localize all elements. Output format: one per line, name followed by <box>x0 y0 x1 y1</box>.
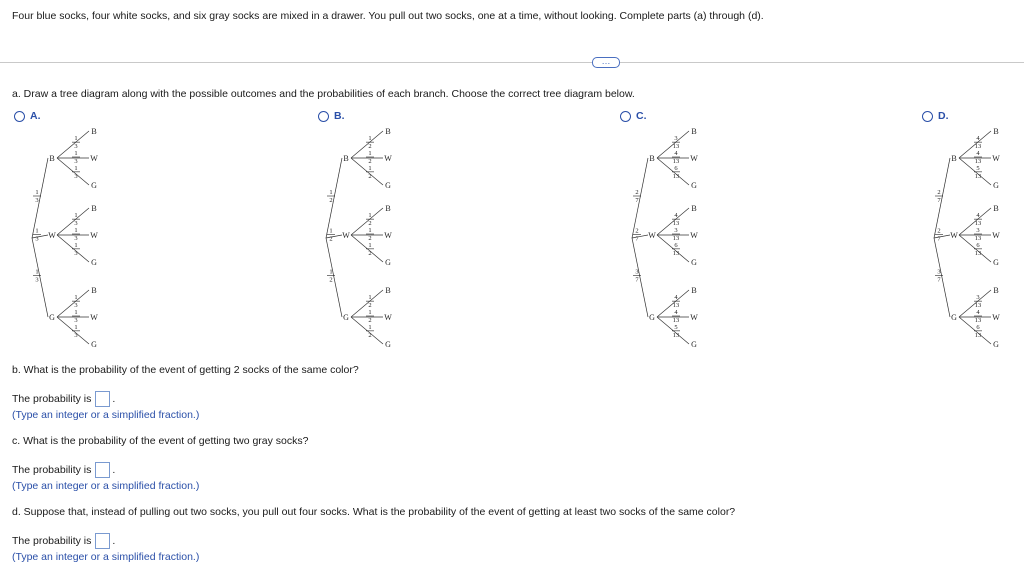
part-c-answer-label: The probability is <box>12 464 92 476</box>
svg-text:7: 7 <box>937 235 941 243</box>
svg-text:4: 4 <box>674 294 678 302</box>
tree-node-label: W <box>384 154 392 163</box>
svg-text:7: 7 <box>635 197 639 204</box>
branch-probability <box>366 309 374 324</box>
svg-text:1: 1 <box>329 189 333 196</box>
svg-text:3: 3 <box>74 302 78 310</box>
part-b-question: b. What is the probability of the event of getting 2 socks of the same color? <box>12 364 359 376</box>
svg-text:3: 3 <box>74 331 78 339</box>
tree-branch <box>351 208 383 235</box>
svg-text:13: 13 <box>672 249 680 257</box>
branch-probability <box>672 150 680 165</box>
svg-text:2: 2 <box>635 227 639 235</box>
svg-text:1: 1 <box>74 323 78 331</box>
tree-node-label: B <box>91 286 97 295</box>
svg-text:3: 3 <box>74 158 78 165</box>
tree-node-label: W <box>992 313 1000 322</box>
tree-diagram-c <box>626 120 716 360</box>
svg-text:1: 1 <box>329 227 333 235</box>
tree-node-label: G <box>91 181 97 190</box>
svg-text:2: 2 <box>368 317 372 324</box>
tree-node-label: B <box>385 127 391 136</box>
svg-text:3: 3 <box>35 276 39 284</box>
svg-text:3: 3 <box>35 235 39 243</box>
tree-diagram-b <box>320 120 410 360</box>
tree-branch <box>57 317 89 344</box>
tree-node-label: B <box>649 154 655 163</box>
branch-probability <box>72 242 80 257</box>
branch-probability <box>72 227 80 242</box>
part-d-hint: (Type an integer or a simplified fraction.) <box>12 551 200 563</box>
tree-node-label: G <box>691 258 697 267</box>
svg-text:4: 4 <box>976 212 980 220</box>
svg-text:13: 13 <box>974 331 982 339</box>
tree-diagram-c-svg <box>626 120 716 355</box>
svg-text:4: 4 <box>976 309 980 316</box>
svg-text:5: 5 <box>976 164 980 172</box>
tree-node-label: B <box>691 286 697 295</box>
tree-branch <box>351 235 383 262</box>
tree-node-label: G <box>385 181 391 190</box>
branch-probability <box>366 212 374 227</box>
part-b-answer-label: The probability is <box>12 393 92 405</box>
svg-text:1: 1 <box>74 212 78 220</box>
tree-node-label: B <box>91 204 97 213</box>
svg-text:2: 2 <box>368 302 372 310</box>
svg-text:1: 1 <box>329 268 333 276</box>
part-b-answer-row: The probability is . <box>12 393 116 405</box>
branch-probability <box>366 227 374 242</box>
svg-text:2: 2 <box>329 197 333 204</box>
svg-text:13: 13 <box>672 331 680 339</box>
svg-text:1: 1 <box>74 150 78 157</box>
svg-text:3: 3 <box>635 268 639 276</box>
expand-button[interactable]: … <box>592 57 620 68</box>
svg-text:3: 3 <box>74 172 78 180</box>
tree-branch <box>351 131 383 158</box>
svg-text:3: 3 <box>674 227 678 234</box>
branch-probability <box>72 135 80 150</box>
tree-node-label: B <box>343 154 349 163</box>
tree-node-label: G <box>993 181 999 190</box>
branch-probability <box>327 189 335 204</box>
svg-text:1: 1 <box>74 227 78 234</box>
tree-node-label: W <box>384 313 392 322</box>
svg-text:1: 1 <box>35 189 39 196</box>
svg-text:6: 6 <box>674 164 678 172</box>
branch-probability <box>672 294 680 309</box>
svg-text:4: 4 <box>674 150 678 157</box>
svg-text:13: 13 <box>974 249 982 257</box>
tree-node-label: W <box>342 231 350 240</box>
svg-text:2: 2 <box>368 172 372 180</box>
tree-node-label: G <box>343 313 349 322</box>
option-c-label: C. <box>636 110 647 122</box>
option-a-radio[interactable] <box>14 111 25 122</box>
svg-text:3: 3 <box>674 135 678 143</box>
tree-branch <box>57 235 89 262</box>
tree-node-label: B <box>49 154 55 163</box>
branch-probability <box>72 309 80 324</box>
svg-text:2: 2 <box>368 249 372 257</box>
tree-node-label: W <box>90 154 98 163</box>
tree-node-label: W <box>90 313 98 322</box>
problem-statement: Four blue socks, four white socks, and six gray socks are mixed in a drawer. You pull out two socks, one at a time, without looking. Complete parts (a) through (d). <box>12 10 764 22</box>
part-c-hint: (Type an integer or a simplified fraction.) <box>12 480 200 492</box>
tree-branch <box>57 131 89 158</box>
tree-node-label: B <box>385 286 391 295</box>
tree-node-label: B <box>993 286 999 295</box>
branch-probability <box>72 150 80 165</box>
svg-text:13: 13 <box>974 143 982 151</box>
branch-probability <box>974 309 982 324</box>
svg-text:13: 13 <box>974 317 982 324</box>
tree-node-label: G <box>993 258 999 267</box>
svg-text:1: 1 <box>368 241 372 249</box>
branch-probability <box>366 150 374 165</box>
branch-probability <box>366 135 374 150</box>
tree-node-label: G <box>91 258 97 267</box>
part-c-answer-input[interactable] <box>95 462 110 478</box>
part-d-answer-row: The probability is . <box>12 535 116 547</box>
tree-node-label: B <box>691 127 697 136</box>
tree-branch <box>57 208 89 235</box>
svg-text:3: 3 <box>937 268 941 276</box>
branch-probability <box>672 324 680 339</box>
svg-text:7: 7 <box>937 276 941 284</box>
tree-node-label: W <box>690 313 698 322</box>
svg-text:2: 2 <box>937 227 941 235</box>
svg-text:6: 6 <box>674 241 678 249</box>
svg-text:13: 13 <box>974 302 982 310</box>
tree-node-label: B <box>993 127 999 136</box>
svg-text:3: 3 <box>74 317 78 324</box>
svg-text:4: 4 <box>976 150 980 157</box>
svg-text:2: 2 <box>368 331 372 339</box>
svg-text:13: 13 <box>672 235 680 242</box>
branch-probability <box>33 228 41 243</box>
svg-text:6: 6 <box>976 323 980 331</box>
svg-text:1: 1 <box>368 323 372 331</box>
tree-branch <box>351 290 383 317</box>
branch-probability <box>33 189 41 204</box>
svg-text:1: 1 <box>368 212 372 220</box>
tree-branch <box>57 158 89 185</box>
tree-node-label: W <box>48 231 56 240</box>
option-d-label: D. <box>938 110 949 122</box>
part-b-hint: (Type an integer or a simplified fraction.) <box>12 409 200 421</box>
svg-text:1: 1 <box>35 227 39 235</box>
svg-text:1: 1 <box>368 150 372 157</box>
branch-probability <box>672 309 680 324</box>
branch-probability <box>633 228 641 243</box>
svg-text:4: 4 <box>674 212 678 220</box>
svg-text:13: 13 <box>672 220 680 228</box>
svg-text:13: 13 <box>672 158 680 165</box>
svg-text:1: 1 <box>368 135 372 143</box>
tree-node-label: G <box>385 340 391 349</box>
svg-text:1: 1 <box>368 309 372 316</box>
part-d-answer-label: The probability is <box>12 535 92 547</box>
branch-probability <box>366 165 374 180</box>
tree-node-label: G <box>649 313 655 322</box>
branch-probability <box>935 189 943 204</box>
branch-probability <box>672 135 680 150</box>
tree-diagram-d <box>928 120 1018 360</box>
svg-text:13: 13 <box>672 302 680 310</box>
tree-diagram-a <box>26 120 116 360</box>
svg-text:3: 3 <box>74 143 78 151</box>
part-d-question: d. Suppose that, instead of pulling out two socks, you pull out four socks. What is the probability of the event of getting at least two socks of the same color? <box>12 506 736 518</box>
branch-probability <box>974 242 982 257</box>
svg-text:3: 3 <box>74 249 78 257</box>
svg-text:1: 1 <box>74 309 78 316</box>
tree-node-label: W <box>90 231 98 240</box>
tree-diagram-a-svg <box>26 120 116 355</box>
part-a-question: a. Draw a tree diagram along with the possible outcomes and the probabilities of each branch. Choose the correct tree diagram below. <box>12 88 635 100</box>
tree-branch <box>57 290 89 317</box>
branch-probability <box>327 228 335 243</box>
svg-text:13: 13 <box>974 158 982 165</box>
svg-text:13: 13 <box>672 143 680 151</box>
branch-probability <box>935 228 943 243</box>
branch-probability <box>672 227 680 242</box>
svg-text:2: 2 <box>368 235 372 242</box>
branch-probability <box>672 212 680 227</box>
branch-probability <box>672 165 680 180</box>
svg-text:1: 1 <box>368 227 372 234</box>
svg-text:3: 3 <box>976 227 980 234</box>
svg-text:13: 13 <box>974 220 982 228</box>
svg-text:7: 7 <box>635 235 639 243</box>
svg-text:6: 6 <box>976 241 980 249</box>
svg-text:2: 2 <box>937 189 941 196</box>
svg-text:3: 3 <box>976 294 980 302</box>
branch-probability <box>633 189 641 204</box>
tree-node-label: W <box>992 154 1000 163</box>
branch-probability <box>366 242 374 257</box>
svg-text:1: 1 <box>368 164 372 172</box>
svg-text:7: 7 <box>635 276 639 284</box>
tree-diagram-b-svg <box>320 120 410 355</box>
tree-node-label: B <box>993 204 999 213</box>
tree-node-label: G <box>993 340 999 349</box>
svg-text:13: 13 <box>974 235 982 242</box>
tree-node-label: G <box>951 313 957 322</box>
svg-text:2: 2 <box>368 158 372 165</box>
svg-text:7: 7 <box>937 197 941 204</box>
svg-text:3: 3 <box>74 235 78 242</box>
branch-probability <box>974 227 982 242</box>
svg-text:5: 5 <box>674 323 678 331</box>
branch-probability <box>672 242 680 257</box>
svg-text:2: 2 <box>635 189 639 196</box>
branch-probability <box>974 165 982 180</box>
part-d-answer-input[interactable] <box>95 533 110 549</box>
svg-text:1: 1 <box>74 294 78 302</box>
svg-text:2: 2 <box>368 220 372 228</box>
branch-probability <box>974 294 982 309</box>
tree-node-label: B <box>91 127 97 136</box>
branch-probability <box>974 135 982 150</box>
svg-text:13: 13 <box>672 172 680 180</box>
svg-text:4: 4 <box>674 309 678 316</box>
svg-text:3: 3 <box>35 197 39 204</box>
option-b-label: B. <box>334 110 345 122</box>
branch-probability <box>974 150 982 165</box>
tree-node-label: W <box>992 231 1000 240</box>
svg-text:13: 13 <box>672 317 680 324</box>
tree-node-label: G <box>91 340 97 349</box>
svg-text:1: 1 <box>74 164 78 172</box>
svg-text:1: 1 <box>74 135 78 143</box>
branch-probability <box>974 212 982 227</box>
svg-text:1: 1 <box>74 241 78 249</box>
svg-text:2: 2 <box>329 276 333 284</box>
branch-probability <box>974 324 982 339</box>
tree-node-label: B <box>691 204 697 213</box>
tree-branch <box>351 158 383 185</box>
tree-node-label: W <box>690 154 698 163</box>
tree-node-label: G <box>691 181 697 190</box>
divider <box>0 62 1024 63</box>
branch-probability <box>366 324 374 339</box>
branch-probability <box>72 212 80 227</box>
tree-node-label: B <box>385 204 391 213</box>
tree-node-label: W <box>950 231 958 240</box>
tree-node-label: G <box>49 313 55 322</box>
svg-text:1: 1 <box>368 294 372 302</box>
option-a-label: A. <box>30 110 41 122</box>
tree-node-label: W <box>384 231 392 240</box>
branch-probability <box>366 294 374 309</box>
tree-node-label: W <box>648 231 656 240</box>
tree-branch <box>351 317 383 344</box>
svg-text:2: 2 <box>368 143 372 151</box>
part-c-question: c. What is the probability of the event of getting two gray socks? <box>12 435 309 447</box>
part-b-answer-input[interactable] <box>95 391 110 407</box>
tree-node-label: G <box>691 340 697 349</box>
svg-text:3: 3 <box>74 220 78 228</box>
tree-node-label: W <box>690 231 698 240</box>
svg-text:13: 13 <box>974 172 982 180</box>
svg-text:4: 4 <box>976 135 980 143</box>
branch-probability <box>72 165 80 180</box>
tree-diagram-d-svg <box>928 120 1018 355</box>
svg-text:2: 2 <box>329 235 333 243</box>
svg-text:1: 1 <box>35 268 39 276</box>
branch-probability <box>72 324 80 339</box>
branch-probability <box>72 294 80 309</box>
tree-node-label: G <box>385 258 391 267</box>
tree-node-label: B <box>951 154 957 163</box>
part-c-answer-row: The probability is . <box>12 464 116 476</box>
